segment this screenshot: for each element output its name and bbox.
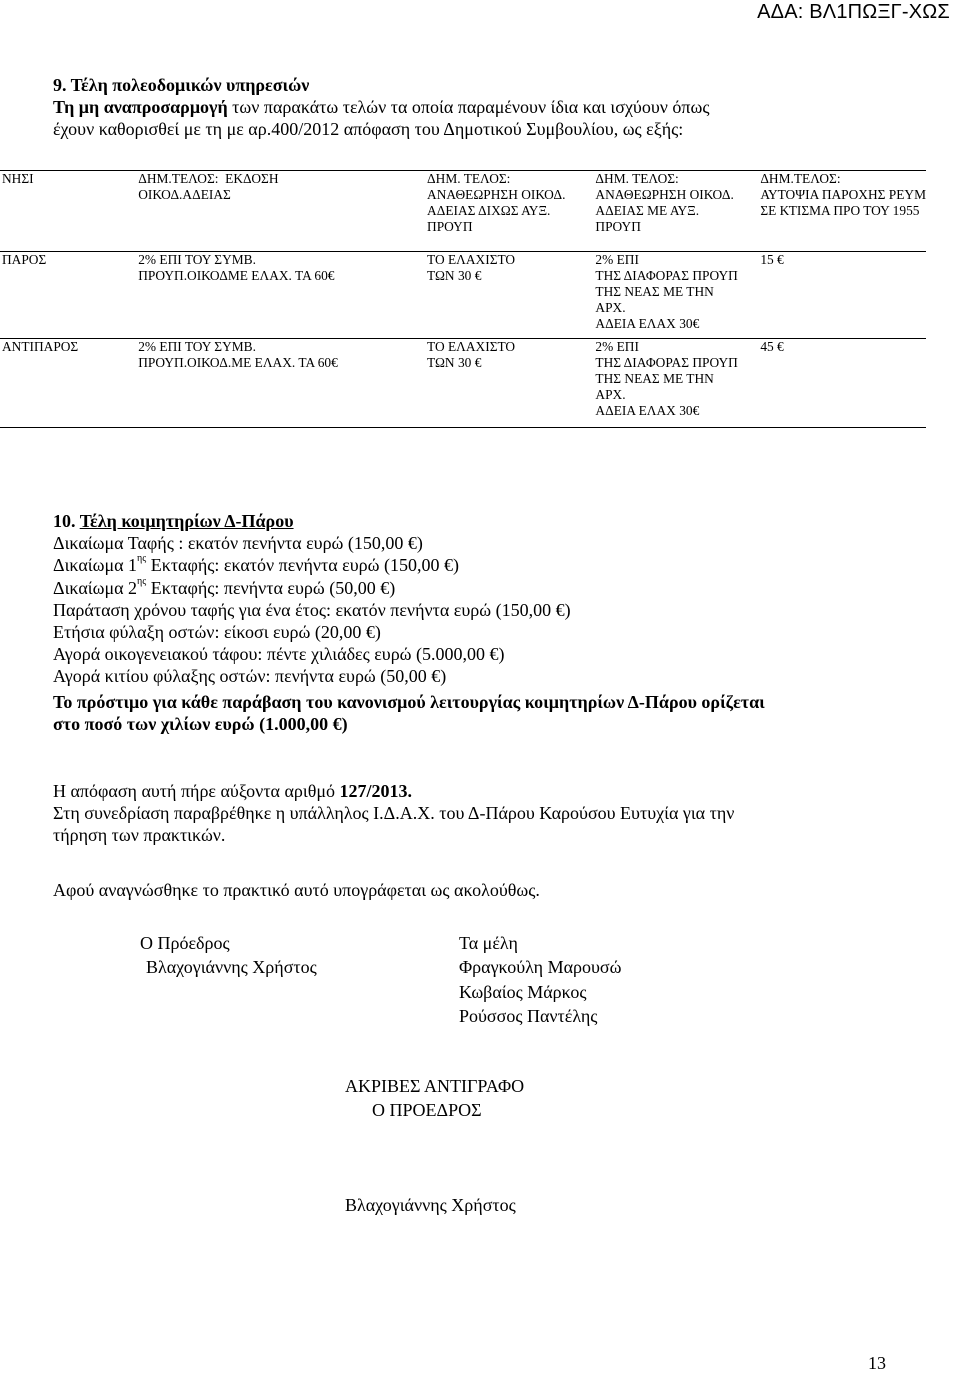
cell-line: ΤΩΝ 30 € (427, 268, 482, 283)
closing-line: Αφού αναγνώσθηκε το πρακτικό αυτό υπογράφεται ως ακολούθως. (53, 880, 540, 900)
member-name: Ρούσσος Παντέλης (459, 1006, 598, 1027)
fine-line: στο ποσό των χιλίων ευρώ (1.000,00 €) (53, 713, 348, 734)
fee-line: Ετήσια φύλαξη οστών: είκοσι ευρώ (20,00 €) (53, 622, 381, 643)
cell-line: ΠΡΟΥΠ (427, 219, 473, 234)
header-island: ΝΗΣΙ (0, 171, 78, 252)
row-col1 (78, 252, 371, 339)
cell-line: 2% ΕΠΙ (595, 339, 639, 354)
decision-number: 127/2013. (339, 781, 413, 801)
cell-line: ΑΝΑΘΕΩΡΗΣΗ ΟΙΚΟΔ. (427, 187, 566, 202)
cell-line: ΤΗΣ ΔΙΑΦΟΡΑΣ ΠΡΟΥΠ (595, 355, 738, 370)
cell-line: ΑΡΧ. (595, 300, 626, 315)
cell-line: ΑΔΕΙΑ ΕΛΑΧ 30€ (595, 403, 700, 418)
cell-line: ΔΗΜ.ΤΕΛΟΣ: (760, 171, 841, 186)
cell-line: ΟΙΚΟΔ.ΑΔΕΙΑΣ (138, 187, 231, 202)
true-copy-label: ΑΚΡΙΒΕΣ ΑΝΤΙΓΡΑΦΟ (345, 1076, 525, 1096)
cell-line: ΠΡΟΥΠ.ΟΙΚΟΔ.ΜΕ ΕΛΑΧ. ΤΑ 60€ (138, 355, 338, 370)
president-name: Βλαχογιάννης Χρήστος (146, 957, 317, 977)
section-9 (53, 74, 913, 140)
cell-line: ΠΡΟΥΠ.ΟΙΚΟΔΜΕ ΕΛΑΧ. ΤΑ 60€ (138, 268, 335, 283)
cell-line: ΤΟ ΕΛΑΧΙΣΤΟ (427, 252, 516, 267)
table-row-antiparos (0, 339, 926, 428)
member-name: Κωβαίος Μάρκος (459, 981, 587, 1002)
cell-line: ΤΗΣ ΔΙΑΦΟΡΑΣ ΠΡΟΥΠ (595, 268, 738, 283)
decision-paragraph (53, 780, 923, 846)
president-label: Ο Πρόεδρος (140, 933, 230, 953)
fee-line: Δικαίωμα Ταφής : εκατόν πενήντα ευρώ (150,00 €) (53, 533, 423, 554)
cell-line: ΤΟ ΕΛΑΧΙΣΤΟ (427, 339, 516, 354)
intro-rest: των παρακάτω τελών τα οποία παραμένουν ίδια και ισχύουν όπως (227, 97, 710, 117)
table-header-row (0, 171, 926, 252)
fee-table (0, 170, 926, 428)
members-label: Τα μέλη (459, 933, 518, 953)
fee-line: Αγορά οικογενειακού τάφου: πέντε χιλιάδες ευρώ (5.000,00 €) (53, 644, 505, 665)
decision-line: τήρηση των πρακτικών. (53, 825, 226, 845)
header-col1 (78, 171, 371, 252)
cell-line: ΤΩΝ 30 € (427, 355, 482, 370)
section-9-intro (53, 96, 913, 118)
row-col4 (752, 339, 926, 428)
true-copy-name: Βλαχογιάννης Χρήστος (345, 1195, 516, 1215)
decision-number-line (53, 780, 923, 802)
fee-line (53, 577, 923, 599)
fee-line: Αγορά κιτίου φύλαξης οστών: πενήντα ευρώ (50,00 €) (53, 666, 447, 687)
fee-text: Εκταφής: εκατόν πενήντα ευρώ (150,00 €) (146, 555, 459, 576)
cell-line: ΑΝΑΘΕΩΡΗΣΗ ΟΙΚΟΔ. (595, 187, 734, 202)
true-copy-president: Ο ΠΡΟΕΔΡΟΣ (372, 1100, 482, 1120)
superscript: ης (137, 575, 147, 587)
fee-line: Παράταση χρόνου ταφής για ένα έτος: εκατόν πενήντα ευρώ (150,00 €) (53, 599, 571, 620)
ada-code: ΑΔΑ: ΒΛ1ΠΩΞΓ-ΧΩΣ (757, 1, 950, 23)
cell-line: ΑΥΤΟΨΙΑ ΠΑΡΟΧΗΣ ΡΕΥΜ (760, 187, 926, 202)
cell-line: ΑΔΕΙΑΣ ΜΕ ΑΥΞ. (595, 203, 700, 218)
cell-line: 2% ΕΠΙ (595, 252, 639, 267)
members-signature (459, 931, 621, 1029)
cell-line: ΑΔΕΙΑ ΕΛΑΧ 30€ (595, 316, 700, 331)
cell-line: ΔΗΜ. ΤΕΛΟΣ: (595, 171, 679, 186)
fee-text: Δικαίωμα 2 (53, 577, 138, 598)
fee-line (53, 554, 923, 576)
cell-line: ΤΗΣ ΝΕΑΣ ΜΕ ΤΗΝ (595, 371, 714, 386)
row-island: ΠΑΡΟΣ (0, 252, 78, 339)
header-col4 (752, 171, 926, 252)
superscript: ης (137, 553, 147, 565)
page-number: 13 (868, 1353, 886, 1373)
section-9-intro-line2: έχουν καθορισθεί με τη με αρ.400/2012 απόφαση του Δημοτικού Συμβουλίου, ως εξής: (53, 119, 684, 139)
section-10-number: 10. (53, 511, 80, 531)
cell-line: ΣΕ ΚΤΙΣΜΑ ΠΡΟ ΤΟΥ 1955 (760, 203, 920, 218)
header-col3 (565, 171, 752, 252)
fine-line: Το πρόστιμο για κάθε παράβαση του κανονισμού λειτουργίας κοιμητηρίων Δ-Πάρου ορίζεται (53, 691, 765, 712)
cell-line: ΔΗΜ. ΤΕΛΟΣ: (427, 171, 511, 186)
decision-line: Στη συνεδρίαση παραβρέθηκε η υπάλληλος Ι.Δ.Α.Χ. του Δ-Πάρου Καρούσου Ευτυχία για την (53, 803, 735, 823)
header-col2 (371, 171, 565, 252)
cell-line: ΑΔΕΙΑΣ ΔΙΧΩΣ ΑΥΞ. (427, 203, 551, 218)
cell-line: ΤΗΣ ΝΕΑΣ ΜΕ ΤΗΝ (595, 284, 714, 299)
section-10-title (53, 510, 923, 532)
row-col3 (565, 252, 752, 339)
fee-text: Δικαίωμα 1 (53, 555, 138, 576)
cell-line: ΔΗΜ.ΤΕΛΟΣ: ΕΚΔΟΣΗ (138, 171, 279, 186)
decision-text: Η απόφαση αυτή πήρε αύξοντα αριθμό (53, 781, 340, 801)
row-col1 (78, 339, 371, 428)
row-col3 (565, 339, 752, 428)
cell-line: ΑΡΧ. (595, 387, 626, 402)
section-10-heading: Τέλη κοιμητηρίων Δ-Πάρου (79, 511, 294, 531)
cell-line: 2% ΕΠΙ ΤΟΥ ΣΥΜΒ. (138, 339, 256, 354)
row-island: ΑΝΤΙΠΑΡΟΣ (0, 339, 78, 428)
fee-text: Εκταφής: πενήντα ευρώ (50,00 €) (146, 577, 396, 598)
row-col4 (752, 252, 926, 339)
table-row-paros (0, 252, 926, 339)
section-9-title: 9. Τέλη πολεοδομικών υπηρεσιών (53, 75, 310, 95)
cell-line: 45 € (760, 339, 784, 354)
cell-line: ΠΡΟΥΠ (595, 219, 641, 234)
row-col2 (371, 252, 565, 339)
section-10 (53, 510, 923, 735)
cell-line: 2% ΕΠΙ ΤΟΥ ΣΥΜΒ. (138, 252, 256, 267)
member-name: Φραγκούλη Μαρουσώ (459, 957, 622, 978)
president-signature (140, 931, 317, 979)
cell-line: 15 € (760, 252, 784, 267)
true-copy-block (345, 1074, 524, 1122)
row-col2 (371, 339, 565, 428)
intro-bold: Τη μη αναπροσαρμογή (53, 97, 228, 117)
